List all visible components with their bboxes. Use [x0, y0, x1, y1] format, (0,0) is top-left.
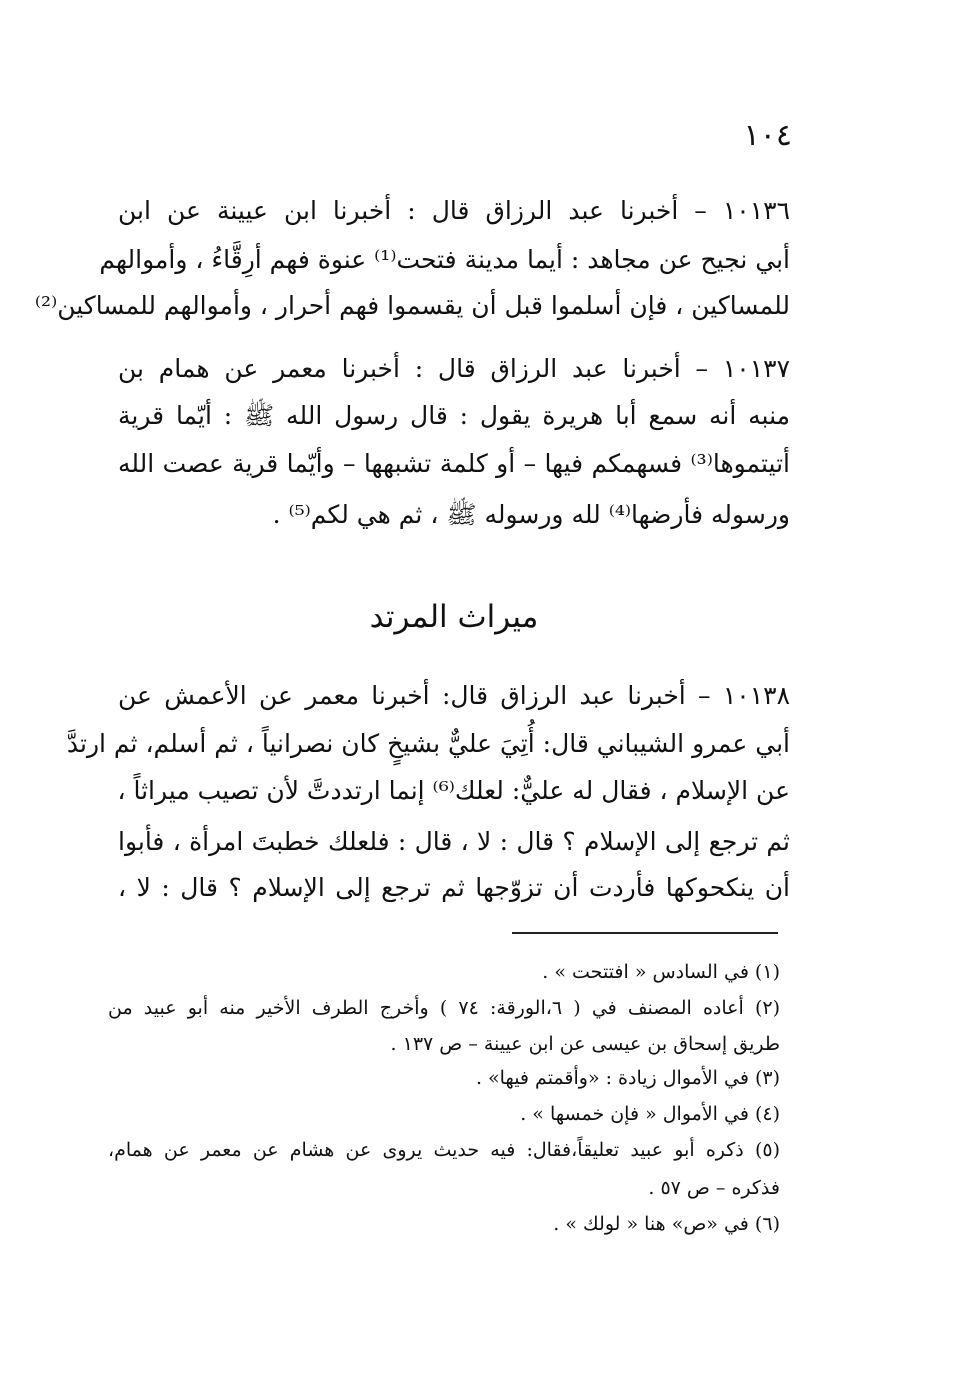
- footnote-6: (٦) في «ص» هنا « لولك » .: [553, 1213, 780, 1235]
- paragraph-line: منبه أنه سمع أبا هريرة يقول : قال رسول الله ﷺ : أيّما قرية: [118, 401, 790, 430]
- paragraph-line: ١٠١٣٦ – أخبرنا عبد الرزاق قال : أخبرنا ابن عيينة عن ابن: [118, 196, 790, 225]
- page-number: ١٠٤: [743, 118, 792, 153]
- paragraph-line: أتيتموها⁽³⁾ فسهمكم فيها – أو كلمة تشبهها – وأيّما قرية عصت الله: [118, 449, 790, 478]
- footnote-4: (٤) في الأموال « فإن خمسها » .: [520, 1103, 780, 1125]
- footnote-1: (١) في السادس « افتتحت » .: [542, 961, 780, 983]
- paragraph-line: أن ينكحوكها فأردت أن تزوّجها ثم ترجع إلى الإسلام ؟ قال : لا ،: [118, 873, 790, 902]
- paragraph-line: للمساكين ، فإن أسلموا قبل أن يقسموا فهم أحرار ، وأموالهم للمساكين⁽²⁾: [34, 291, 790, 320]
- paragraph-line: ثم ترجع إلى الإسلام ؟ قال : لا ، قال : فلعلك خطبتَ امرأة ، فأبوا: [118, 827, 790, 856]
- section-heading: ميراث المرتد: [369, 599, 539, 635]
- footnote-5-continued: فذكره – ص ٥٧ .: [648, 1177, 780, 1199]
- footnote-3: (٣) في الأموال زيادة : «وأقمتم فيها» .: [475, 1067, 780, 1089]
- paragraph-line: أبي نجيح عن مجاهد : أيما مدينة فتحت⁽¹⁾ عنوة فهم أرِقَّاءُ ، وأموالهم: [99, 245, 790, 274]
- footnote-2: (٢) أعاده المصنف في ( ٦،الورقة: ٧٤ ) وأخرج الطرف الأخير منه أبو عبيد من: [108, 997, 781, 1019]
- footnote-divider: [512, 932, 778, 934]
- paragraph-line: أبي عمرو الشيباني قال: أُتِيَ عليٌّ بشيخٍ كان نصرانياً ، ثم أسلم، ثم ارتدَّ: [66, 729, 790, 758]
- paragraph-line: ١٠١٣٨ – أخبرنا عبد الرزاق قال: أخبرنا معمر عن الأعمش عن: [118, 681, 790, 710]
- footnote-5: (٥) ذكره أبو عبيد تعليقاً،فقال: فيه حديث يروى عن هشام عن معمر عن همام،: [108, 1139, 780, 1161]
- paragraph-line: ١٠١٣٧ – أخبرنا عبد الرزاق قال : أخبرنا معمر عن همام بن: [118, 354, 790, 383]
- paragraph-line: ورسوله فأرضها⁽⁴⁾ لله ورسوله ﷺ ، ثم هي لكم⁽⁵⁾ .: [272, 500, 790, 529]
- footnote-2-continued: طريق إسحاق بن عيسى عن ابن عيينة – ص ١٣٧ .: [390, 1033, 780, 1055]
- paragraph-line: عن الإسلام ، فقال له عليٌّ: لعلك⁽⁶⁾ إنما ارتددتَّ لأن تصيب ميراثاً ،: [117, 776, 790, 805]
